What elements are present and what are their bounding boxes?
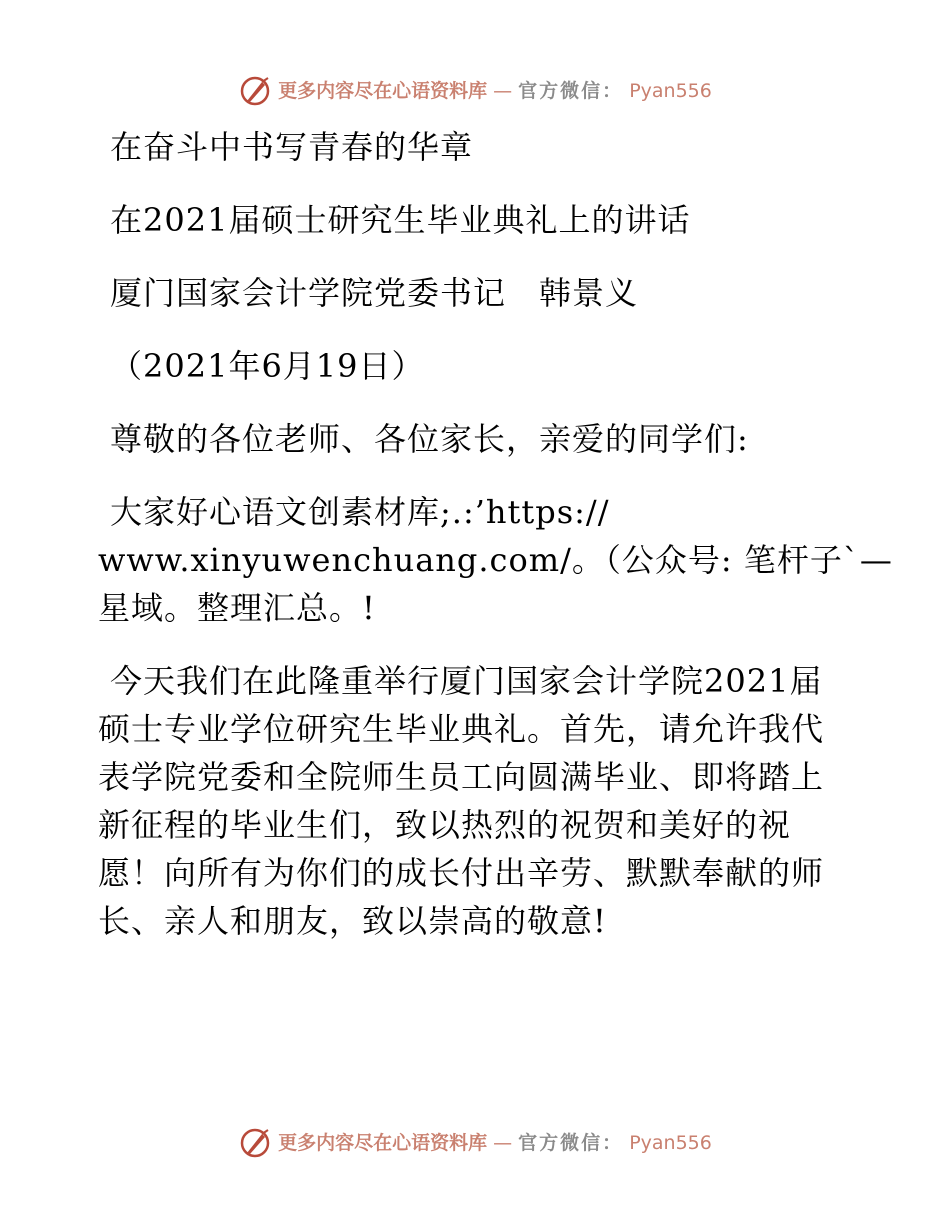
watermark-text: 更多内容尽在心语资料库 [278, 80, 488, 102]
paragraph-line: 今天我们在此隆重举行厦门国家会计学院2021届 [110, 662, 823, 700]
salutation: 尊敬的各位老师、各位家长，亲爱的同学们: [110, 420, 749, 458]
watermark-dash: — [493, 80, 513, 102]
paragraph-line: www.xinyuwenchuang.com/。（公众号: 笔杆子`— [98, 541, 893, 579]
title-block [98, 123, 858, 171]
speech-date: （2021年6月19日） [110, 347, 425, 385]
footer-watermark [0, 1126, 950, 1160]
watermark-dash: — [493, 1132, 513, 1154]
document-body [98, 123, 893, 970]
document-title: 在奋斗中书写青春的华章 [110, 128, 474, 166]
paragraph-line: 愿！向所有为你们的成长付出辛劳、默默奉献的师 [98, 854, 825, 892]
document-subtitle: 在2021届硕士研究生毕业典礼上的讲话 [110, 201, 691, 239]
watermark-wechat-id: Pyan556 [629, 80, 712, 102]
header-watermark [0, 74, 950, 108]
salutation-block [98, 415, 858, 463]
watermark-wechat-id: Pyan556 [629, 1132, 712, 1154]
subtitle-block [98, 196, 858, 244]
quill-pen-icon [238, 74, 272, 108]
author-block [98, 269, 858, 317]
watermark-text: 更多内容尽在心语资料库 [278, 1132, 488, 1154]
paragraph-line: 硕士专业学位研究生毕业典礼。首先，请允许我代 [98, 710, 825, 748]
greeting-paragraph [98, 488, 893, 632]
date-block [98, 342, 858, 390]
paragraph-line: 新征程的毕业生们，致以热烈的祝贺和美好的祝 [98, 806, 792, 844]
body-paragraph [98, 657, 858, 945]
paragraph-line: 大家好心语文创素材库;.:’https:// [110, 493, 610, 531]
author-line: 厦门国家会计学院党委书记 韩景义 [110, 274, 639, 312]
paragraph-line: 星域。整理汇总。! [98, 589, 376, 627]
watermark-official-label: 官方微信： [518, 1132, 624, 1154]
paragraph-line: 长、亲人和朋友，致以崇高的敬意! [98, 902, 607, 940]
watermark-official-label: 官方微信： [518, 80, 624, 102]
quill-pen-icon [238, 1126, 272, 1160]
paragraph-line: 表学院党委和全院师生员工向圆满毕业、即将踏上 [98, 758, 825, 796]
